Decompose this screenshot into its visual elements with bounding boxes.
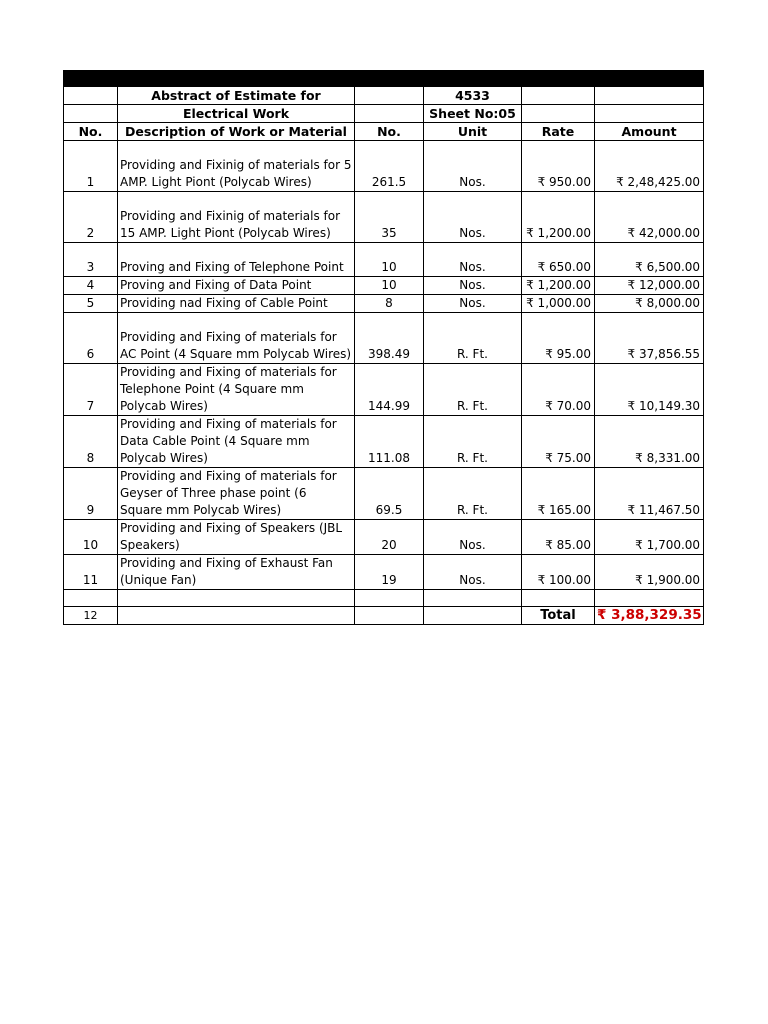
sheet-number: Sheet No:05 — [424, 105, 522, 123]
row-qty: 111.08 — [355, 416, 424, 468]
row-qty: 20 — [355, 520, 424, 555]
row-amount: ₹ 1,700.00 — [595, 520, 704, 555]
row-rate: ₹ 1,200.00 — [522, 277, 595, 295]
row-amount: ₹ 10,149.30 — [595, 364, 704, 416]
title-line-2: Electrical Work — [118, 105, 355, 123]
title-line-1: Abstract of Estimate for — [118, 87, 355, 105]
row-no: 1 — [64, 141, 118, 192]
table-row — [64, 277, 704, 295]
row-description: Providing and Fixing of materials for Geyser of Three phase point (6 Square mm Polycab Wires) — [118, 468, 355, 520]
row-description: Providing and Fixing of materials for AC Point (4 Square mm Polycab Wires) — [118, 313, 355, 364]
col-header-no: No. — [64, 123, 118, 141]
col-header-amount: Amount — [595, 123, 704, 141]
row-amount: ₹ 37,856.55 — [595, 313, 704, 364]
estimate-code: 4533 — [424, 87, 522, 105]
row-qty: 261.5 — [355, 141, 424, 192]
black-header-bar — [64, 71, 704, 87]
table-row — [64, 192, 704, 243]
row-no: 4 — [64, 277, 118, 295]
row-rate: ₹ 85.00 — [522, 520, 595, 555]
total-label: Total — [522, 607, 595, 625]
row-no: 5 — [64, 295, 118, 313]
row-amount: ₹ 6,500.00 — [595, 243, 704, 277]
row-no: 10 — [64, 520, 118, 555]
row-amount: ₹ 42,000.00 — [595, 192, 704, 243]
row-unit: Nos. — [424, 555, 522, 590]
row-qty: 35 — [355, 192, 424, 243]
row-rate: ₹ 950.00 — [522, 141, 595, 192]
table-row — [64, 364, 704, 416]
row-description: Providing nad Fixing of Cable Point — [118, 295, 355, 313]
row-rate: ₹ 95.00 — [522, 313, 595, 364]
row-qty: 19 — [355, 555, 424, 590]
row-description: Providing and Fixing of Exhaust Fan (Unique Fan) — [118, 555, 355, 590]
table-row — [64, 243, 704, 277]
col-header-description: Description of Work or Material — [118, 123, 355, 141]
row-rate: ₹ 1,000.00 — [522, 295, 595, 313]
row-unit: Nos. — [424, 295, 522, 313]
row-no: 3 — [64, 243, 118, 277]
row-unit: R. Ft. — [424, 313, 522, 364]
row-description: Providing and Fixing of materials for Data Cable Point (4 Square mm Polycab Wires) — [118, 416, 355, 468]
col-header-rate: Rate — [522, 123, 595, 141]
total-row-no: 12 — [64, 607, 118, 625]
column-header-row — [64, 123, 704, 141]
row-description: Providing and Fixing of materials for Telephone Point (4 Square mm Polycab Wires) — [118, 364, 355, 416]
row-amount: ₹ 11,467.50 — [595, 468, 704, 520]
row-amount: ₹ 12,000.00 — [595, 277, 704, 295]
blank-row — [64, 590, 704, 607]
row-no: 11 — [64, 555, 118, 590]
row-rate: ₹ 100.00 — [522, 555, 595, 590]
row-no: 7 — [64, 364, 118, 416]
row-no: 6 — [64, 313, 118, 364]
row-rate: ₹ 650.00 — [522, 243, 595, 277]
row-qty: 69.5 — [355, 468, 424, 520]
row-unit: R. Ft. — [424, 468, 522, 520]
row-unit: R. Ft. — [424, 416, 522, 468]
row-qty: 398.49 — [355, 313, 424, 364]
row-no: 8 — [64, 416, 118, 468]
total-row — [64, 607, 704, 625]
row-no: 2 — [64, 192, 118, 243]
row-description: Proving and Fixing of Data Point — [118, 277, 355, 295]
row-rate: ₹ 1,200.00 — [522, 192, 595, 243]
col-header-unit: Unit — [424, 123, 522, 141]
row-rate: ₹ 75.00 — [522, 416, 595, 468]
header-row-2 — [64, 105, 704, 123]
row-amount: ₹ 8,000.00 — [595, 295, 704, 313]
estimate-table — [63, 70, 704, 625]
table-row — [64, 520, 704, 555]
table-row — [64, 313, 704, 364]
row-amount: ₹ 2,48,425.00 — [595, 141, 704, 192]
table-row — [64, 295, 704, 313]
col-header-qty: No. — [355, 123, 424, 141]
row-qty: 10 — [355, 243, 424, 277]
header-row-1 — [64, 87, 704, 105]
row-rate: ₹ 165.00 — [522, 468, 595, 520]
row-description: Providing and Fixinig of materials for 5 AMP. Light Piont (Polycab Wires) — [118, 141, 355, 192]
table-row — [64, 555, 704, 590]
row-rate: ₹ 70.00 — [522, 364, 595, 416]
table-row — [64, 141, 704, 192]
row-qty: 8 — [355, 295, 424, 313]
row-unit: R. Ft. — [424, 364, 522, 416]
row-description: Providing and Fixinig of materials for 15 AMP. Light Piont (Polycab Wires) — [118, 192, 355, 243]
row-no: 9 — [64, 468, 118, 520]
row-unit: Nos. — [424, 141, 522, 192]
row-unit: Nos. — [424, 520, 522, 555]
table-row — [64, 416, 704, 468]
total-amount: ₹ 3,88,329.35 — [595, 607, 704, 625]
row-amount: ₹ 1,900.00 — [595, 555, 704, 590]
table-row — [64, 468, 704, 520]
row-qty: 10 — [355, 277, 424, 295]
row-qty: 144.99 — [355, 364, 424, 416]
row-unit: Nos. — [424, 243, 522, 277]
row-description: Proving and Fixing of Telephone Point — [118, 243, 355, 277]
row-description: Providing and Fixing of Speakers (JBL Speakers) — [118, 520, 355, 555]
row-unit: Nos. — [424, 277, 522, 295]
row-amount: ₹ 8,331.00 — [595, 416, 704, 468]
row-unit: Nos. — [424, 192, 522, 243]
estimate-sheet — [63, 70, 703, 625]
